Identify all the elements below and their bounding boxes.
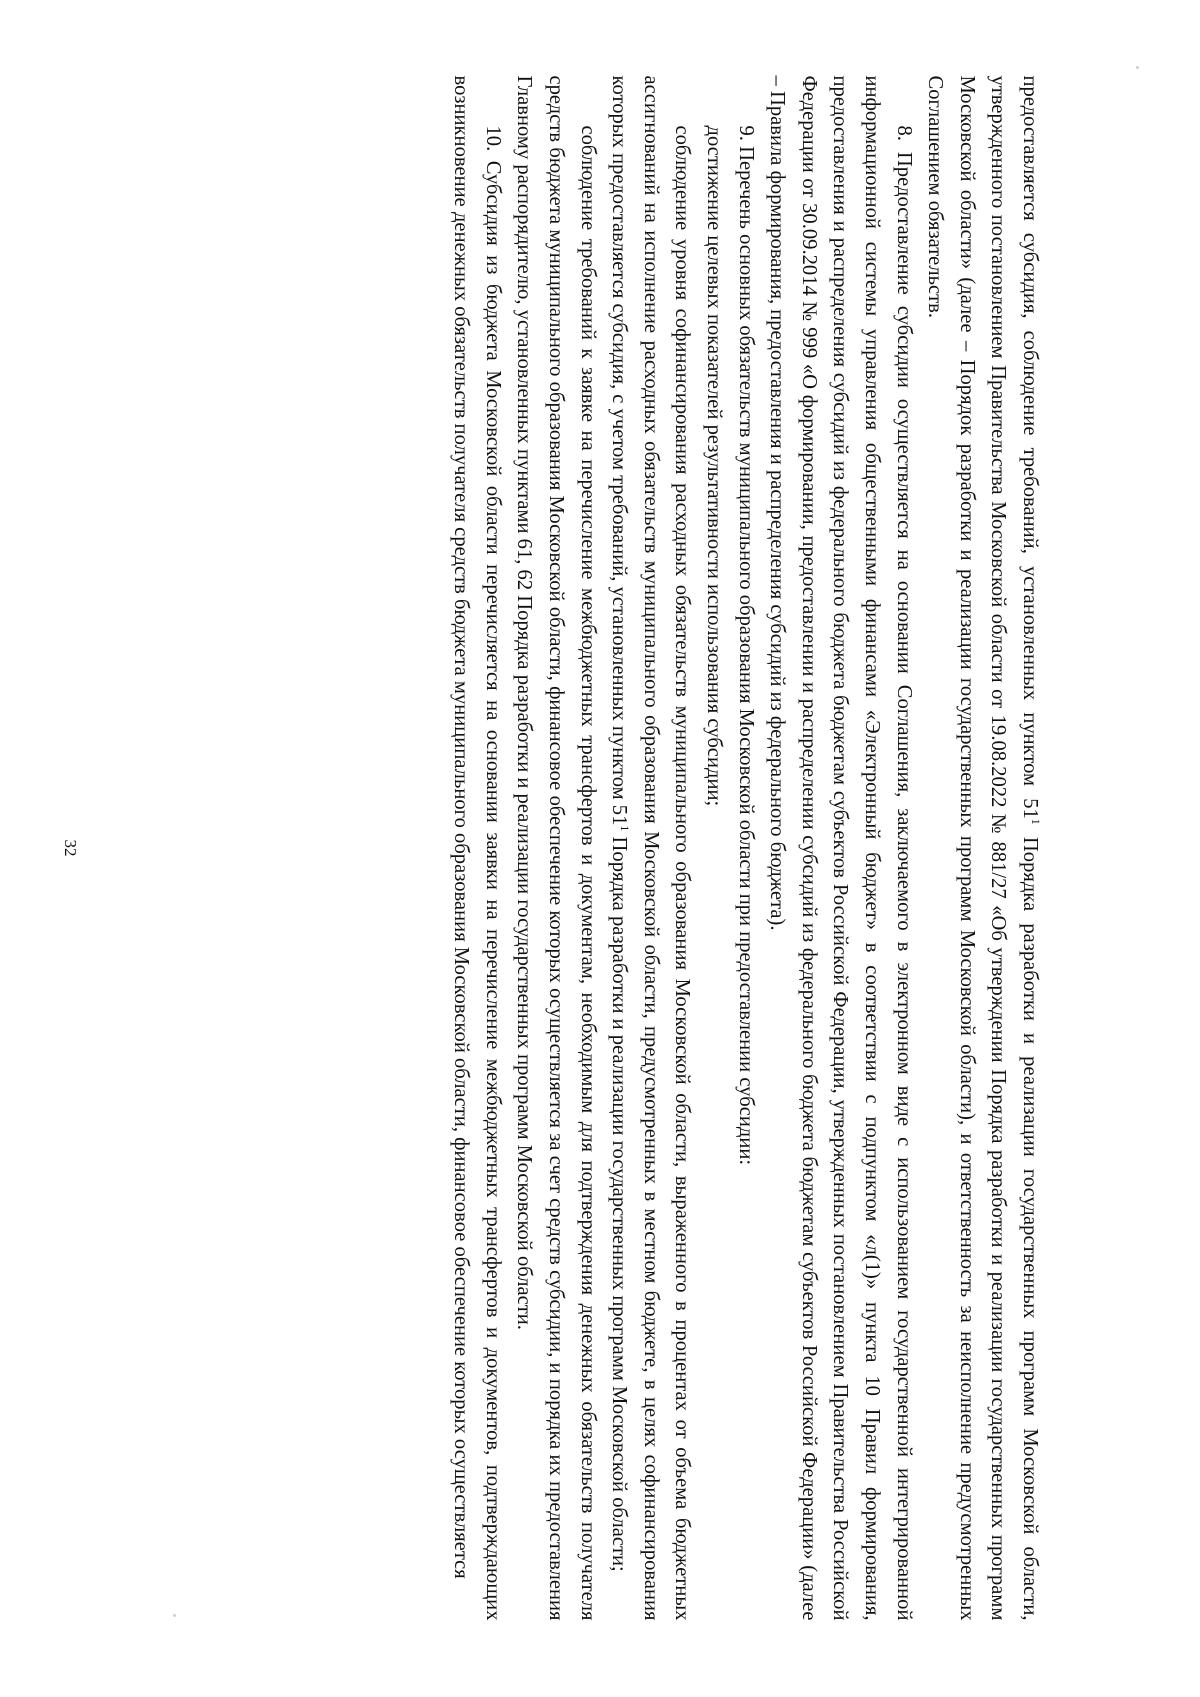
page-number: 32 xyxy=(61,839,80,857)
body-text xyxy=(445,76,1045,1621)
paragraph-1-text-a: предоставляется субсидия, соблюдение требований, установленных пунктом 51 xyxy=(1019,75,1041,819)
superscript-1: 1 xyxy=(1028,818,1043,825)
scan-dot-mark xyxy=(1136,66,1139,69)
paragraph-4 xyxy=(697,76,729,1621)
paragraph-5-text-b: Порядка разработки и реализации государственных программ Московской области; xyxy=(608,831,631,1572)
paragraph-3-text: 9. Перечень основных обязательств муниципального образования Московской области при предоставлении субсидии: xyxy=(734,125,757,1166)
paragraph-5-text-a: соблюдение уровня софинансирования расходных обязательств муниципального образования Московской области, выраженного в процентах от объема бюджетных ассигнований на исполнение расходных обязательств муниципального образования Московской области, предусмотренных в местном бюджете, в целях софинансирования которых предоставляется субсидия, с учетом требований, установленных пунктом 51 xyxy=(608,75,694,1621)
paragraph-3 xyxy=(729,76,761,1621)
paragraph-2 xyxy=(761,76,919,1621)
paragraph-2-text: 8. Предоставление субсидии осуществляется на основании Соглашения, заключаемого в электронном виде с использованием государственной интегрированной информационной системы управления общественными финансами «Электронный бюджет» в соответствии с подпунктом «л(1)» пункта 10 Правил формирования, предоставления и распределения субсидий из федерального бюджета бюджетам субъектов Российской Федерации, утвержденных постановлением Правительства Российской Федерации от 30.09.2014 № 999 «О формировании, предоставлении и распределении субсидий из федерального бюджета бюджетам субъектов Российской Федерации» (далее – Правила формирования, предоставления и распределения субсидий из федерального бюджета). xyxy=(766,75,915,1621)
paragraph-7-text: 10. Субсидия из бюджета Московской области перечисляется на основании заявки на перечисление межбюджетных трансфертов и документов, подтверждающих возникновение денежных обязательств получателя средств бюджета муниципального образования Московской области, финансовое обеспечение которых осуществляется xyxy=(450,75,504,1621)
paragraph-1-text-b: Порядка разработки и реализации государственных программ Московской области, утвержденного постановлением Правительства Московской области от 19.08.2022 № 881/27 «Об утверждении Порядка разработки и реализации государственных программ Московской области» (далее – Порядок разработки и реализации государственных программ Московской области), и ответственность за неисполнение предусмотренных Соглашением обязательств. xyxy=(924,75,1041,1621)
superscript-2: 1 xyxy=(618,825,633,832)
scan-dot-mark xyxy=(173,1614,176,1617)
paragraph-1 xyxy=(919,76,1045,1621)
paragraph-7 xyxy=(445,76,508,1621)
paragraph-6 xyxy=(508,76,603,1621)
rotated-text-container xyxy=(145,76,1045,1621)
paragraph-5 xyxy=(603,76,698,1621)
paragraph-6-text: соблюдение требований к заявке на перечисление межбюджетных трансфертов и документам, необходимым для подтверждения денежных обязательств получателя средств бюджета муниципального образования Московской области, финансовое обеспечение которых осуществляется за счет средств субсидии, и порядка их предоставления Главному распорядителю, установленных пунктами 61, 62 Порядка разработки и реализации государственных программ Московской области. xyxy=(513,75,599,1621)
paragraph-4-text: достижение целевых показателей результативности использования субсидии; xyxy=(703,125,726,807)
